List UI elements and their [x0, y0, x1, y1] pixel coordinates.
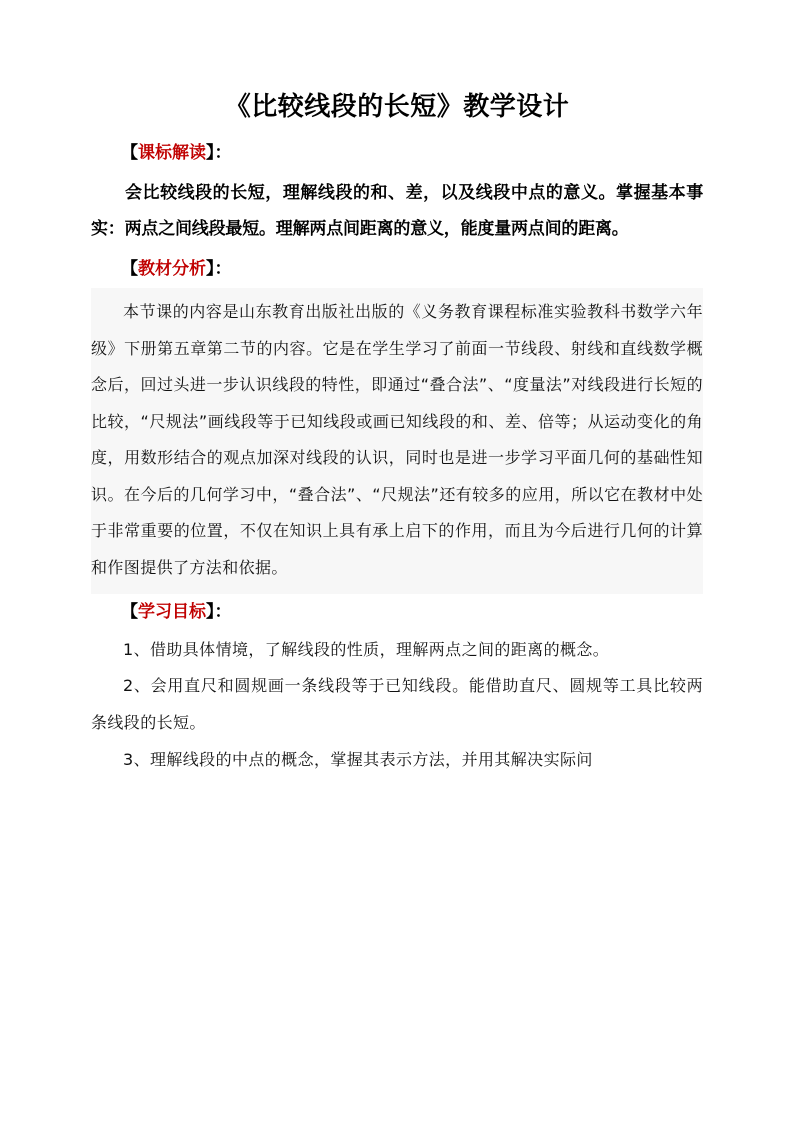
highlighted-analysis-block — [91, 288, 703, 594]
heading-colon: ： — [214, 602, 232, 622]
list-item: 1、借助具体情境，了解线段的性质，理解两点之间的距离的概念。 — [123, 639, 610, 659]
section-heading-label: 课标解读 — [138, 143, 206, 164]
bracket-open-icon: 【 — [121, 602, 138, 622]
bracket-close-icon: 】 — [206, 258, 215, 279]
paragraph-curriculum-standard-body: 会比较线段的长短，理解线段的和、差，以及线段中点的意义。掌握基本事实：两点之间线段最短。理解两点间距离的意义，能度量两点间的距离。 — [91, 182, 703, 239]
section-heading-label: 教材分析 — [138, 258, 206, 279]
spacer — [91, 167, 703, 175]
bracket-close-icon: 】 — [206, 143, 215, 164]
paragraph-textbook-analysis-body: 本节课的内容是山东教育出版社出版的《义务教育课程标准实验教科书数学六年级》下册第五章第二节的内容。它是在学生学习了前面一节线段、射线和直线数学概念后，回过头进一步认识线段的特性，即通过“叠合法”、“度量法”对线段进行长短的比较，“尺规法”画线段等于已知线段或画已知线段的和、差、倍等；从运动变化的角度，用数形结合的观点加深对线段的认识，同时也是进一步学习平面几何的基础性知识。在今后的几何学习中，“叠合法”、“尺规法”还有较多的应用，所以它在教材中处于非常重要的位置，不仅在知识上具有承上启下的作用，而且为今后进行几何的计算和作图提供了方法和依据。 — [91, 302, 703, 577]
bracket-close-icon: 】 — [206, 602, 215, 622]
document-body — [91, 141, 703, 779]
list-item: 2、会用直尺和圆规画一条线段等于已知线段。能借助直尺、圆规等工具比较两条线段的长短。 — [91, 676, 703, 733]
section-heading-textbook-analysis — [91, 257, 703, 283]
heading-colon: ： — [214, 143, 232, 164]
section-heading-learning-objectives — [91, 600, 703, 626]
section-heading-curriculum-standard — [91, 141, 703, 167]
heading-colon: ： — [214, 258, 232, 279]
spacer — [0, 123, 794, 141]
spacer — [91, 247, 703, 257]
section-heading-label: 学习目标 — [138, 602, 206, 622]
page-title: 《比较线段的长短》教学设计 — [224, 92, 570, 122]
bracket-open-icon: 【 — [121, 258, 138, 279]
list-item: 3、理解线段的中点的概念，掌握其表示方法，并用其解决实际问 — [123, 749, 593, 769]
bracket-open-icon: 【 — [121, 143, 138, 164]
